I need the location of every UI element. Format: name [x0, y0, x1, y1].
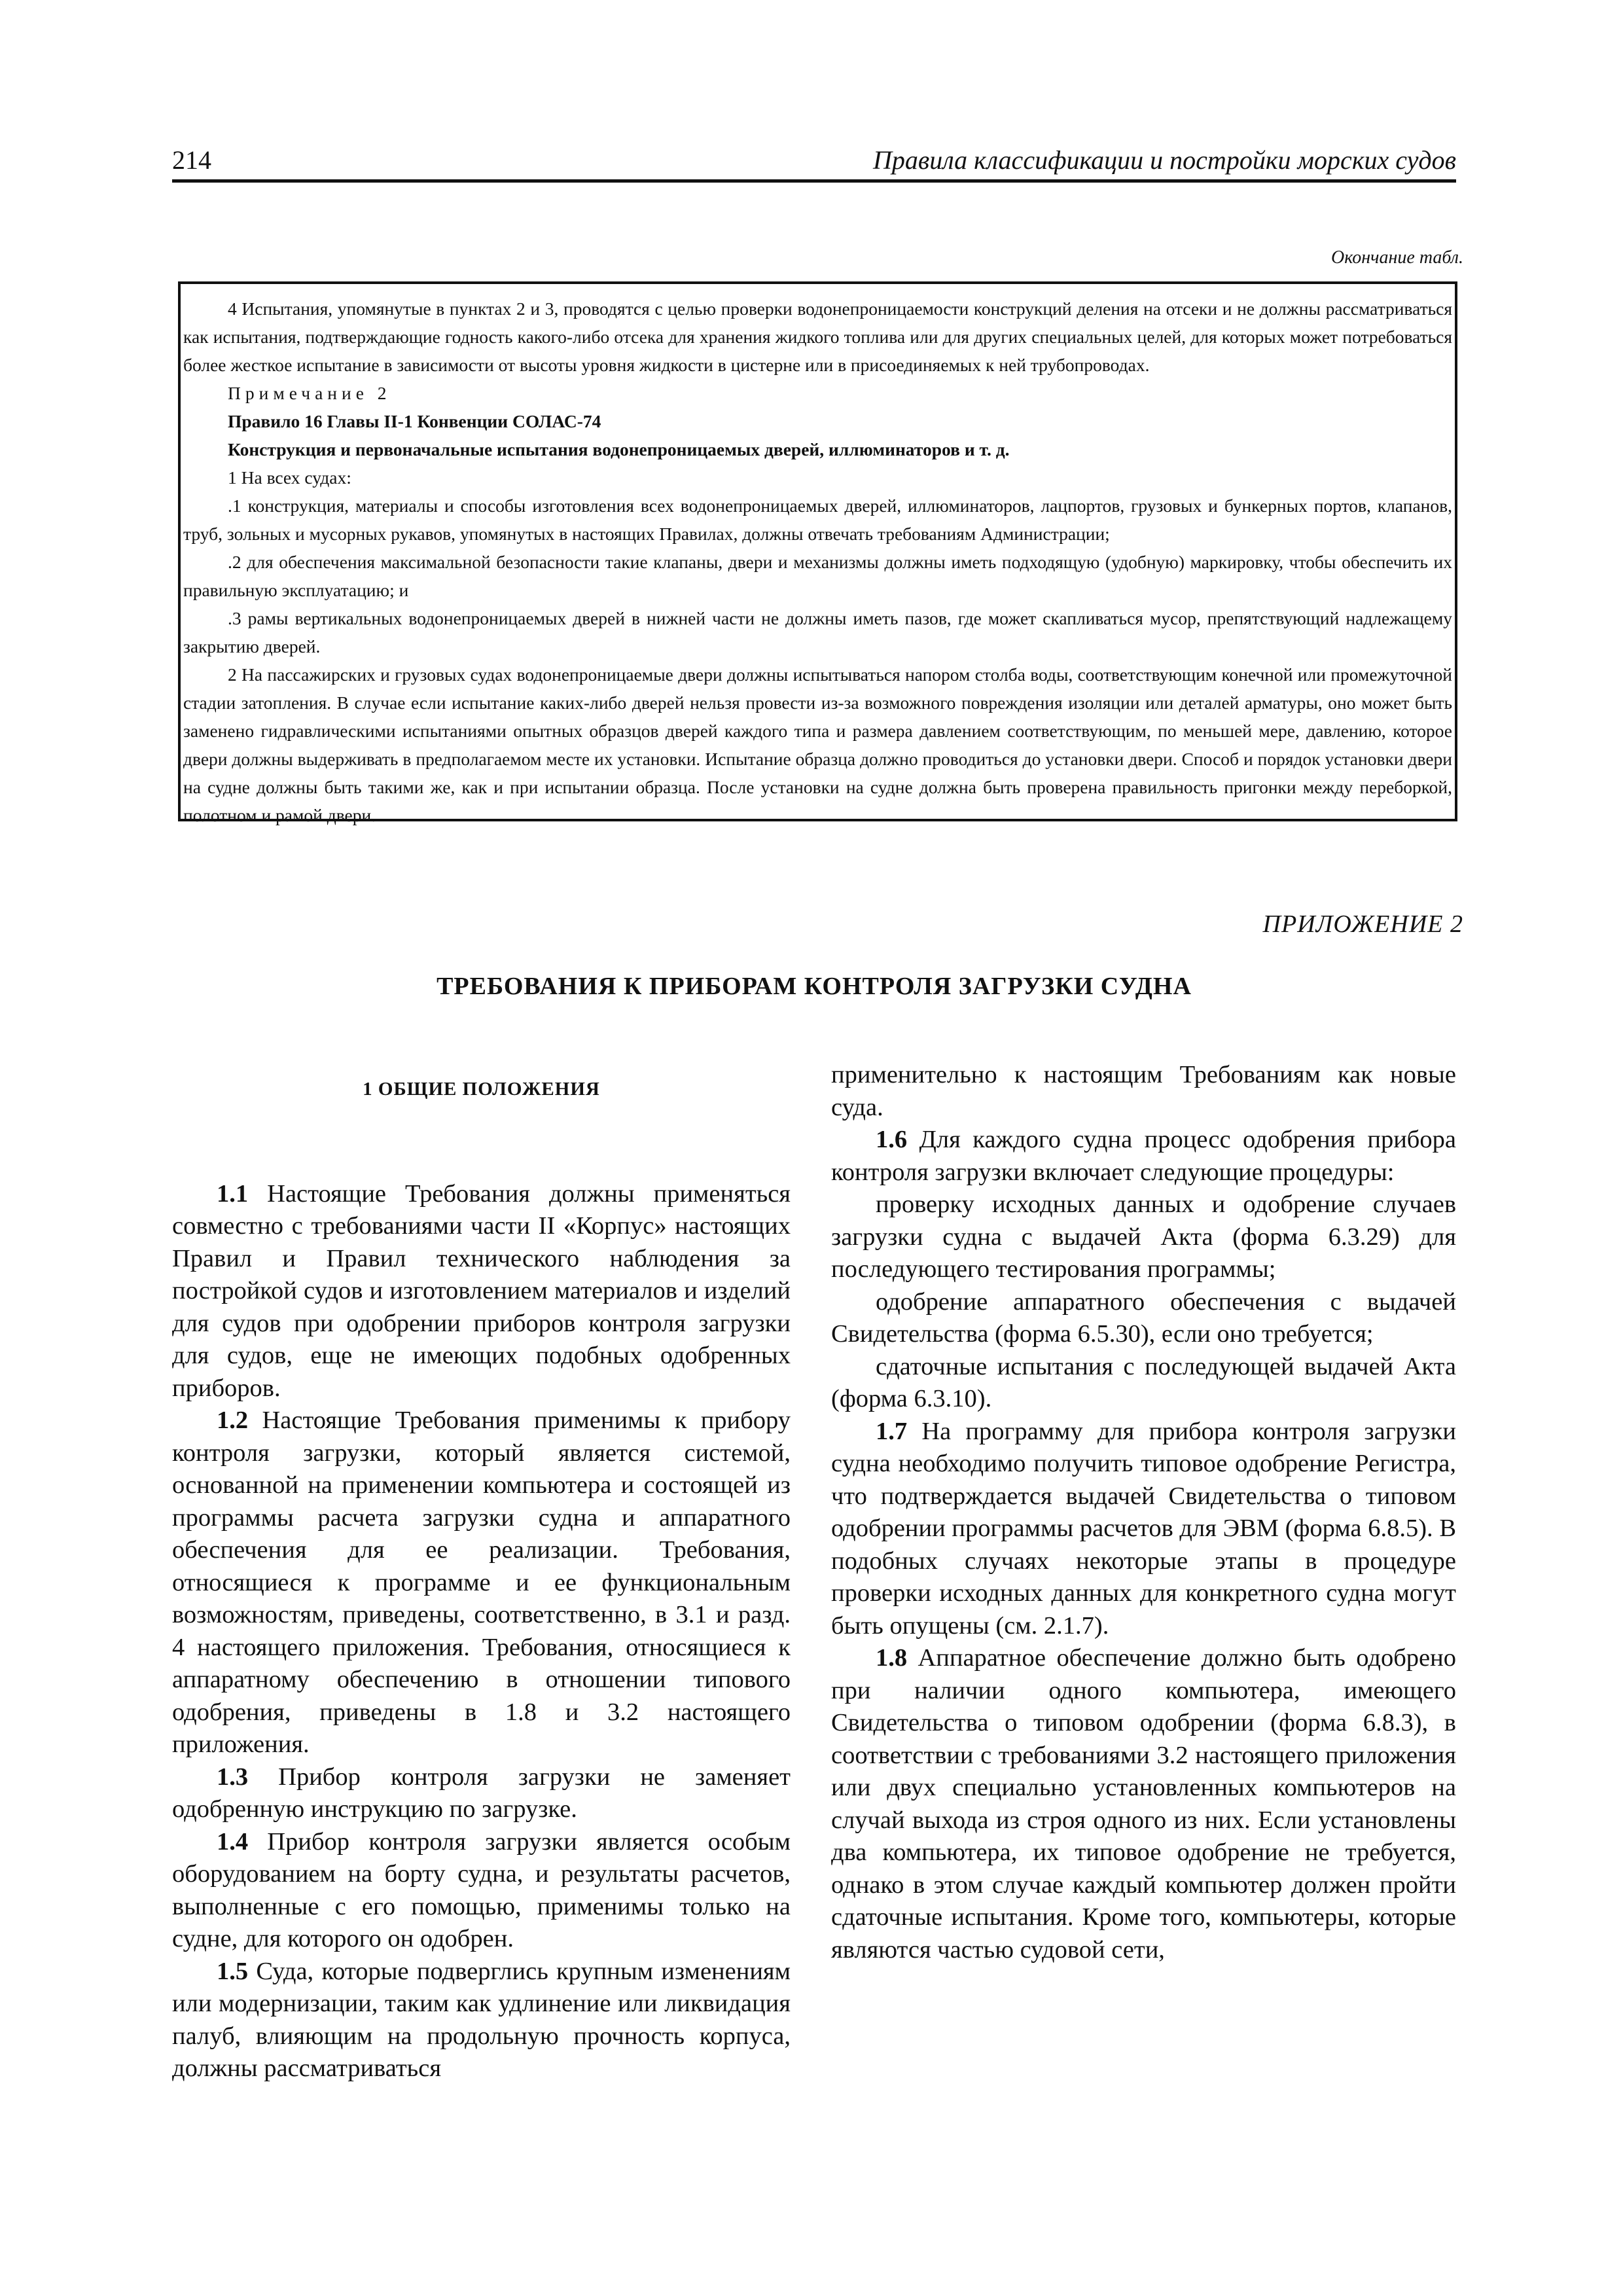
body-paragraph: [831, 1642, 1456, 1966]
paragraph-number: 1.3: [217, 1763, 249, 1791]
rule-heading: Правило 16 Главы II-1 Конвенции СОЛАС-74: [228, 411, 601, 431]
running-title: Правила классификации и постройки морских судов: [872, 145, 1456, 175]
paragraph-number: 1.4: [217, 1827, 249, 1856]
body-paragraph: [831, 1351, 1456, 1416]
body-paragraph: [172, 1826, 791, 1956]
left-column: [172, 1059, 791, 2085]
paragraph-text: одобрение аппаратного обеспечения с выдачей Свидетельства (форма 6.5.30), если оно требуется;: [831, 1287, 1456, 1348]
paragraph-text: Прибор контроля загрузки является особым оборудованием на борту судна, и результаты расчетов, выполненные с его помощью, применимы только на судне, для которого он одобрен.: [172, 1827, 791, 1952]
paragraph-text: Суда, которые подверглись крупным изменениям или модернизации, таким как удлинение или ликвидация палуб, влияющим на продольную прочность корпуса, должны рассматриваться: [172, 1957, 791, 2082]
boxed-table: [178, 281, 1457, 825]
paragraph-number: 1.2: [217, 1407, 249, 1434]
body-paragraph: [831, 1286, 1456, 1351]
body-paragraph: [172, 1405, 791, 1761]
paragraph-text: Настоящие Требования применимы к прибору контроля загрузки, который является системой, основанной на применении компьютера и состоящей из программы расчета загрузки судна и аппаратного обеспечения для ее реализации. Требования, относящиеся к программе и ее функциональным возможностям, приведены, соответственно, в 3.1 и разд. 4 настоящего приложения. Требования, относящиеся к аппаратному обеспечению в отношении типового одобрения, приведены в 1.8 и 3.2 настоящего приложения.: [172, 1407, 791, 1758]
table-caption: Окончание табл.: [1331, 247, 1463, 268]
paragraph-text: Для каждого судна процесс одобрения прибора контроля загрузки включает следующие процедуры:: [831, 1126, 1456, 1186]
table-paragraph: 1 На всех судах:: [228, 467, 351, 488]
body-paragraph: [831, 1189, 1456, 1286]
note-heading: Примечание 2: [228, 383, 391, 403]
right-column: [831, 1059, 1456, 1966]
section-heading: 1 ОБЩИЕ ПОЛОЖЕНИЯ: [363, 1079, 600, 1100]
paragraph-number: 1.5: [217, 1957, 249, 1985]
body-paragraph: [831, 1416, 1456, 1643]
appendix-title: ТРЕБОВАНИЯ К ПРИБОРАМ КОНТРОЛЯ ЗАГРУЗКИ СУДНА: [437, 973, 1192, 1000]
body-paragraph: [172, 1956, 791, 2085]
paragraph-text: Прибор контроля загрузки не заменяет одобренную инструкцию по загрузке.: [172, 1763, 791, 1823]
table-paragraph: .1 конструкция, материалы и способы изготовления всех водонепроницаемых дверей, иллюминаторов, лацпортов, грузовых и бункерных портов, клапанов, труб, зольных и мусорных рукавов, упомянутых в настоящих Правилах, должны отвечать требованиям Администрации;: [183, 495, 1452, 544]
page-header: [172, 143, 1456, 183]
paragraph-text: Настоящие Требования должны применяться совместно с требованиями части II «Корпус» настоящих Правил и Правил технического наблюдения за постройкой судов и изготовлением материалов и изделий для судов при одобрении приборов контроля загрузки для судов, еще не имеющих подобных одобренных приборов.: [172, 1179, 791, 1402]
table-paragraph: .2 для обеспечения максимальной безопасности такие клапаны, двери и механизмы должны иметь подходящую (удобную) маркировку, чтобы обеспечить их правильную эксплуатацию; и: [183, 552, 1452, 600]
body-paragraph: [172, 1761, 791, 1826]
table-paragraph: 4 Испытания, упомянутые в пунктах 2 и 3, проводятся с целью проверки водонепроницаемости конструкций деления на отсеки и не должны рассматриваться как испытания, подтверждающие годность какого-либо отсека для хранения жидкого топлива или для других специальных целей, для которых может потребоваться более жесткое испытание в зависимости от высоты уровня жидкости в цистерне или в присоединяемых к ней трубопроводах.: [183, 298, 1452, 375]
paragraph-number: 1.1: [217, 1179, 249, 1208]
table-paragraph: .3 рамы вертикальных водонепроницаемых дверей в нижней части не должны иметь пазов, где может скапливаться мусор, препятствующий надлежащему закрытию дверей.: [183, 608, 1452, 656]
rule-subheading: Конструкция и первоначальные испытания водонепроницаемых дверей, иллюминаторов и т. д.: [228, 439, 1010, 459]
paragraph-number: 1.7: [876, 1417, 908, 1445]
body-paragraph: [172, 1178, 791, 1405]
body-paragraph: [831, 1059, 1456, 1124]
paragraph-text: применительно к настоящим Требованиям как новые суда.: [831, 1061, 1456, 1121]
paragraph-text: На программу для прибора контроля загрузки судна необходимо получить типовое одобрение Регистра, что подтверждается выдачей Свидетельства о типовом одобрении программы расчетов для ЭВМ (форма 6.8.5). В подобных случаях некоторые этапы в процедуре проверки исходных данных для конкретного судна могут быть опущены (см. 2.1.7).: [831, 1417, 1456, 1640]
paragraph-number: 1.6: [876, 1126, 908, 1153]
table-paragraph: 2 На пассажирских и грузовых судах водонепроницаемые двери должны испытываться напором столба воды, соответствующим конечной или промежуточной стадии затопления. В случае если испытание каких-либо дверей нельзя провести из-за возможного повреждения изоляции или деталей арматуры, оно может быть заменено гидравлическими испытаниями опытных образцов дверей каждого типа и размера давлением соответствующим, по меньшей мере, давлению, которое двери должны выдерживать в предполагаемом месте их установки. Испытание образца должно проводиться до установки двери. Способ и порядок установки двери на судне должны быть такими же, как и при испытании образца. После установки на судне должна быть проверена правильность пригонки между переборкой, полотном и рамой двери.: [183, 664, 1452, 825]
appendix-label: ПРИЛОЖЕНИЕ 2: [1262, 910, 1463, 938]
paragraph-text: сдаточные испытания с последующей выдачей Акта (форма 6.3.10).: [831, 1352, 1456, 1412]
paragraph-number: 1.8: [876, 1644, 908, 1672]
paragraph-text: Аппаратное обеспечение должно быть одобрено при наличии одного компьютера, имеющего Свидетельства о типовом одобрении (форма 6.8.3), в соответствии с требованиями 3.2 настоящего приложения или двух специально установленных компьютеров на случай выхода из строя одного из них. Если установлены два компьютера, их типовое одобрение не требуется, однако в этом случае каждый компьютер должен пройти сдаточные испытания. Кроме того, компьютеры, которые являются частью судовой сети,: [831, 1644, 1456, 1964]
paragraph-text: проверку исходных данных и одобрение случаев загрузки судна с выдачей Акта (форма 6.3.29) для последующего тестирования программы;: [831, 1191, 1456, 1283]
page-number: 214: [172, 145, 211, 175]
body-paragraph: [831, 1124, 1456, 1189]
